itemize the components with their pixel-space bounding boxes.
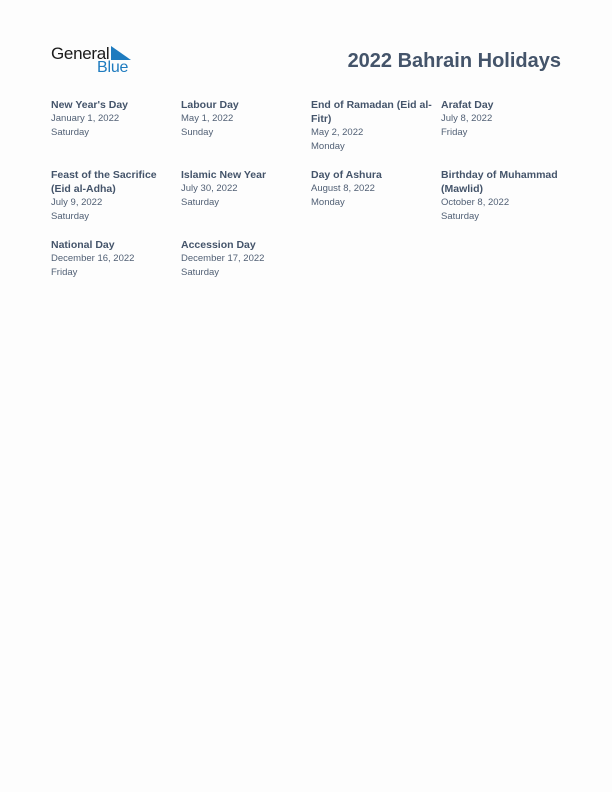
holiday-name: Birthday of Muhammad (Mawlid) [441,169,558,195]
holiday-name: Arafat Day [441,99,494,111]
holiday-item [51,238,173,279]
generalblue-logo [51,44,133,78]
holiday-weekday: Monday [311,196,345,208]
holiday-name: New Year's Day [51,99,129,111]
page-title: 2022 Bahrain Holidays [347,50,561,72]
holiday-date: July 9, 2022 [51,197,103,208]
holiday-date: July 8, 2022 [441,113,493,124]
logo-triangle-icon [111,46,131,60]
holiday-item [181,98,303,139]
holiday-weekday: Saturday [51,126,90,138]
holiday-date: May 2, 2022 [311,127,364,138]
holiday-item [181,168,303,209]
holiday-weekday: Saturday [181,196,220,208]
holiday-item [51,98,173,139]
holiday-item [181,238,303,279]
holiday-name: National Day [51,239,115,251]
holiday-weekday: Friday [441,126,468,138]
holiday-weekday: Saturday [441,210,480,222]
holiday-name: Day of Ashura [311,169,382,181]
holiday-name: Feast of the Sacrifice (Eid al-Adha) [51,169,157,195]
holiday-item [51,168,173,223]
holiday-name: Labour Day [181,99,239,111]
logo-general-text: General [51,44,110,63]
holiday-date: July 30, 2022 [181,183,238,194]
holiday-item [311,98,433,153]
holiday-date: December 16, 2022 [51,253,135,264]
holiday-date: August 8, 2022 [311,183,375,194]
holiday-date: October 8, 2022 [441,197,510,208]
logo-blue-text: Blue [97,59,129,76]
holiday-weekday: Friday [51,266,78,278]
holiday-item [311,168,433,209]
holiday-date: January 1, 2022 [51,113,120,124]
holiday-date: May 1, 2022 [181,113,234,124]
holiday-name: Islamic New Year [181,169,267,181]
holiday-date: December 17, 2022 [181,253,265,264]
holiday-name: Accession Day [181,239,256,251]
holiday-item [441,98,563,139]
holiday-name: End of Ramadan (Eid al-Fitr) [311,99,432,125]
holiday-weekday: Monday [311,140,345,152]
holiday-weekday: Sunday [181,126,214,138]
holiday-weekday: Saturday [181,266,220,278]
holiday-weekday: Saturday [51,210,90,222]
holiday-item [441,168,563,223]
